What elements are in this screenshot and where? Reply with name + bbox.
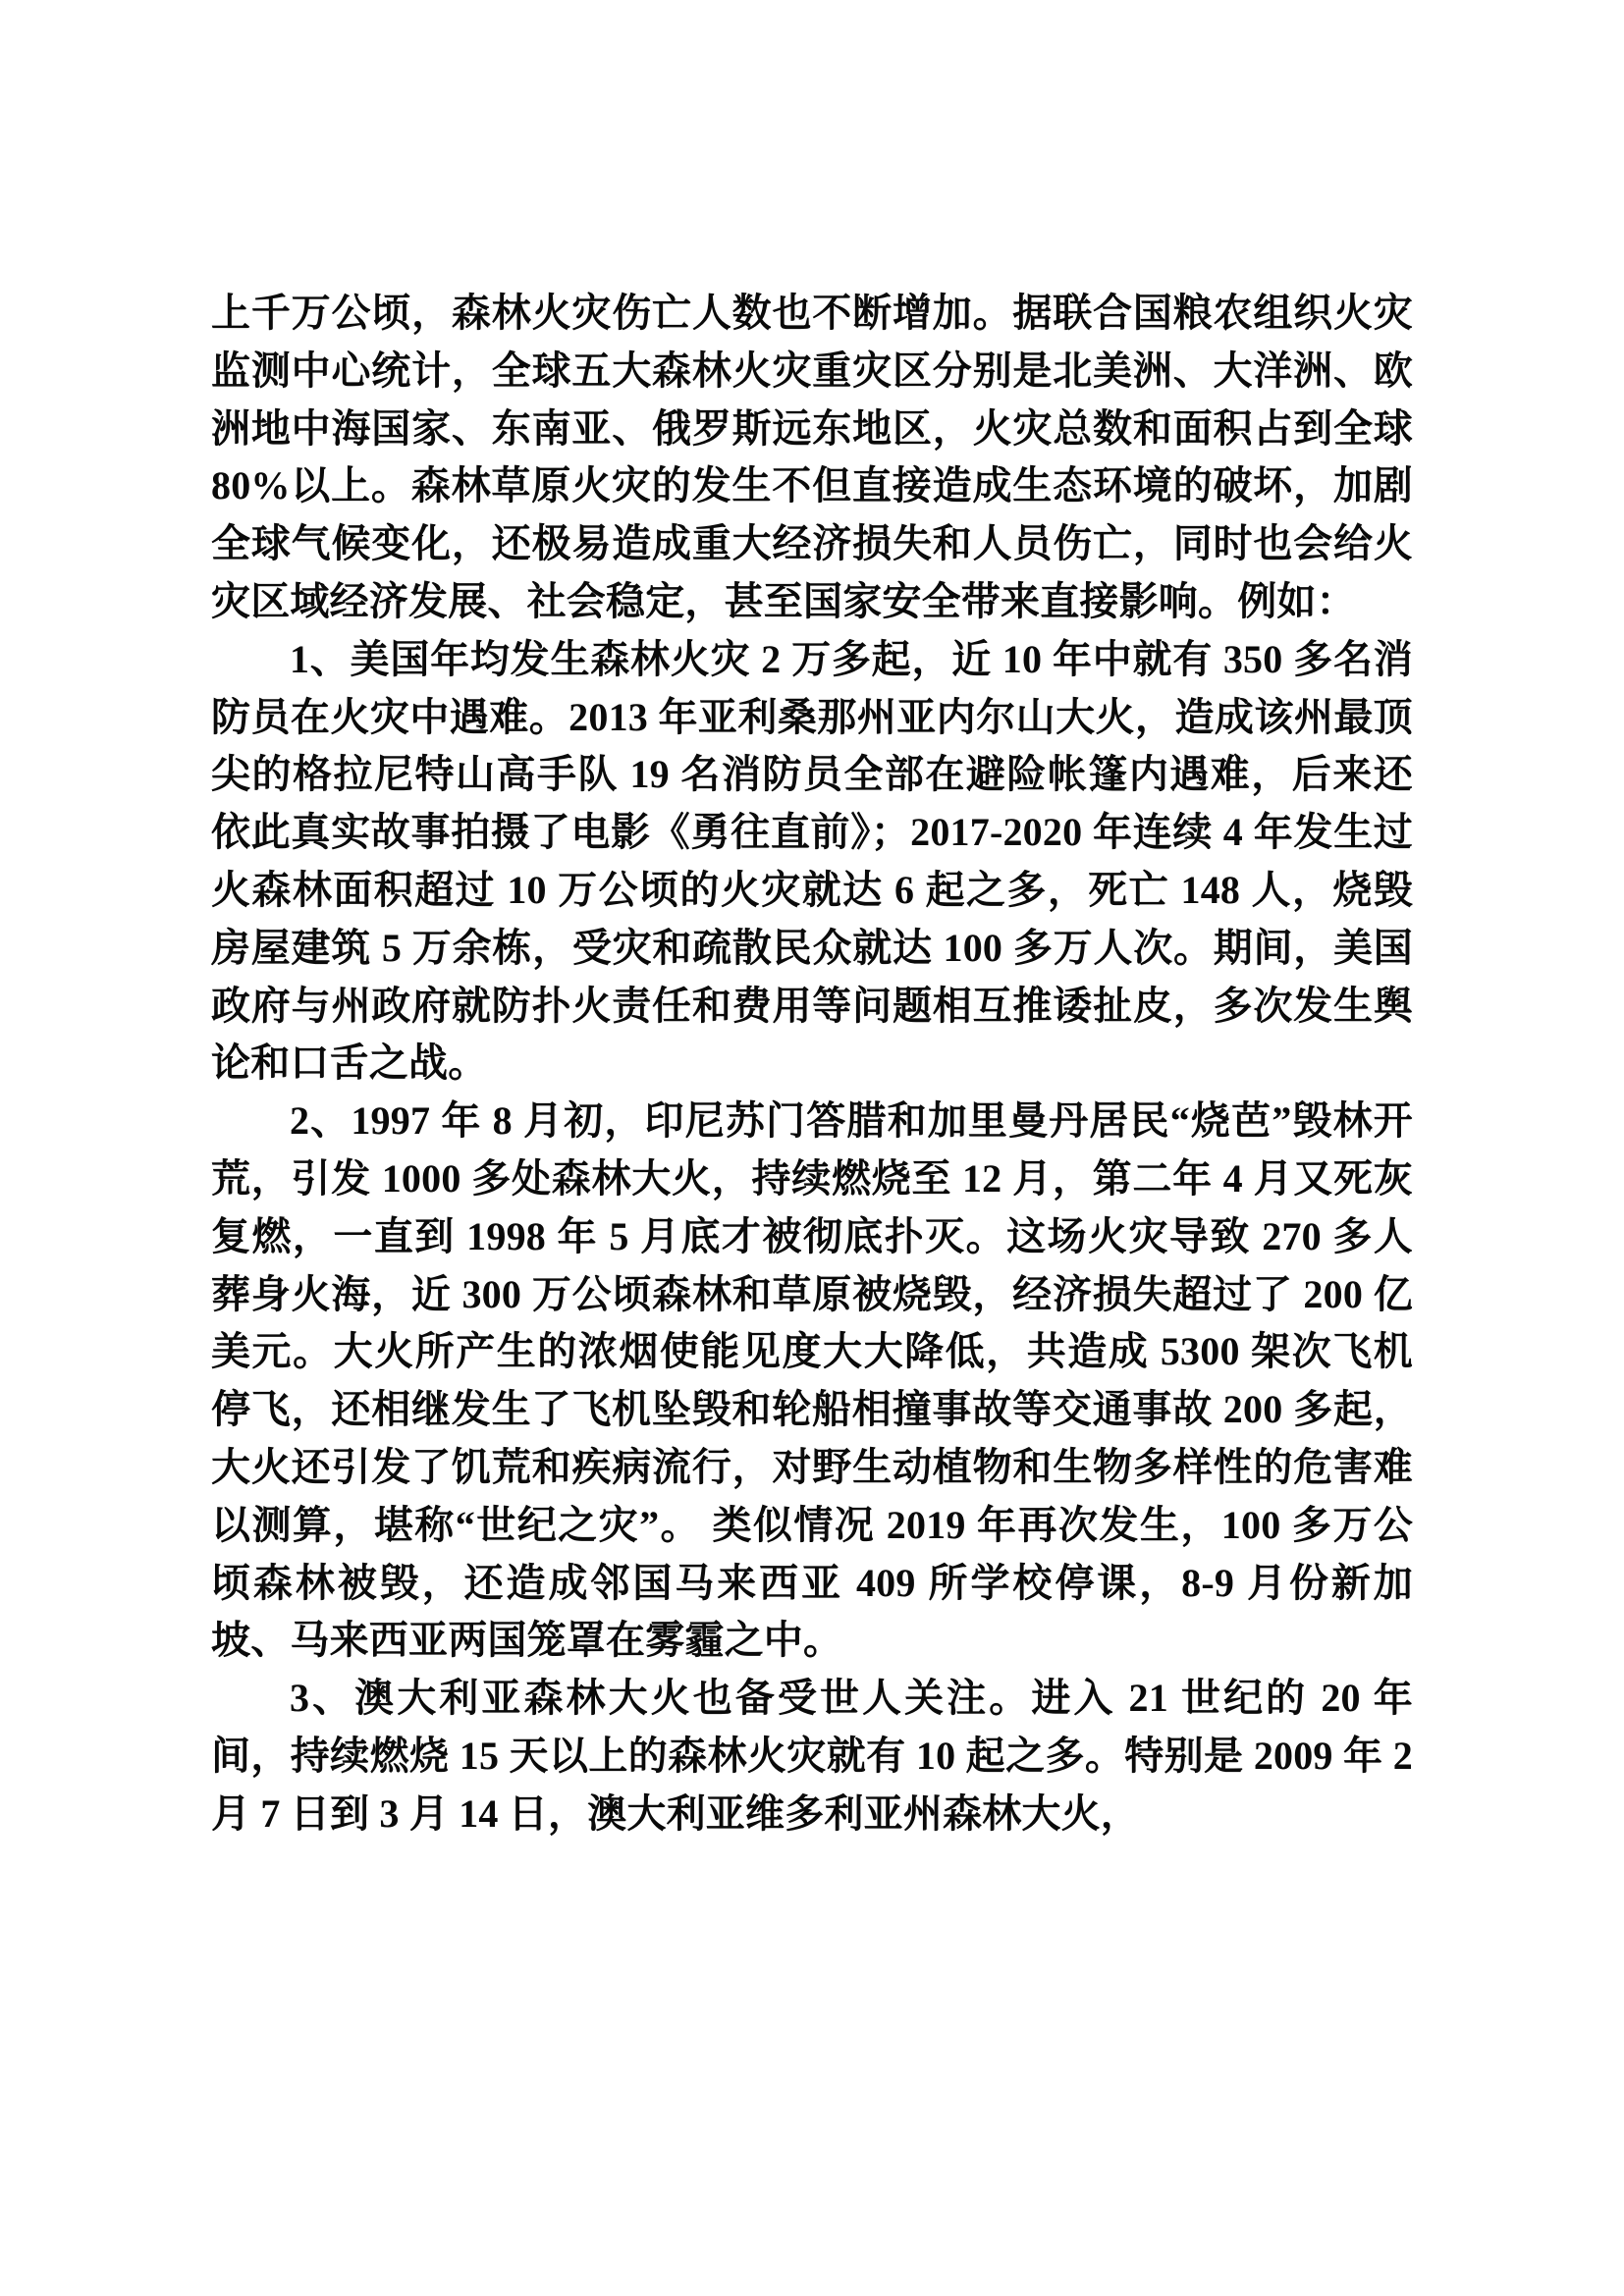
paragraph-item-3: 3、澳大利亚森林大火也备受世人关注。进入 21 世纪的 20 年间，持续燃烧 15 天以上的森林火灾就有 10 起之多。特别是 2009 年 2 月 7 日到 3 月 14 日，澳大利亚维多利亚州森林大火，	[211, 1676, 1413, 1836]
paragraph-item-2: 2、1997 年 8 月初，印尼苏门答腊和加里曼丹居民“烧芭”毁林开荒，引发 1000 多处森林大火，持续燃烧至 12 月，第二年 4 月又死灰复燃，一直到 1998 年 5 月底才被彻底扑灭。这场火灾导致 270 多人葬身火海，近 300 万公顷森林和草原被烧毁，经济损失超过了 200 亿美元。大火所产生的浓烟使能见度大大降低，共造成 5300 架次飞机停飞，还相继发生了飞机坠毁和轮船相撞事故等交通事故 200 多起，大火还引发了饥荒和疾病流行，对野生动植物和生物多样性的危害难以测算，堪称“世纪之灾”。 类似情况 2019 年再次发生，100 多万公顷森林被毁，还造成邻国马来西亚 409 所学校停课，8-9 月份新加坡、马来西亚两国笼罩在雾霾之中。	[211, 1098, 1413, 1663]
paragraph-intro: 上千万公顷，森林火灾伤亡人数也不断增加。据联合国粮农组织火灾监测中心统计，全球五大森林火灾重灾区分别是北美洲、大洋洲、欧洲地中海国家、东南亚、俄罗斯远东地区，火灾总数和面积占到全球 80%以上。森林草原火灾的发生不但直接造成生态环境的破坏，加剧全球气候变化，还极易造成重大经济损失和人员伤亡，同时也会给火灾区域经济发展、社会稳定，甚至国家安全带来直接影响。例如：	[211, 291, 1413, 623]
document-body	[211, 285, 1413, 1843]
paragraph-item-1: 1、美国年均发生森林火灾 2 万多起，近 10 年中就有 350 多名消防员在火灾中遇难。2013 年亚利桑那州亚内尔山大火，造成该州最顶尖的格拉尼特山高手队 19 名消防员全部在避险帐篷内遇难，后来还依此真实故事拍摄了电影《勇往直前》；2017-2020 年连续 4 年发生过火森林面积超过 10 万公顷的火灾就达 6 起之多，死亡 148 人，烧毁房屋建筑 5 万余栋，受灾和疏散民众就达 100 多万人次。期间，美国政府与州政府就防扑火责任和费用等问题相互推诿扯皮，多次发生舆论和口舌之战。	[211, 636, 1413, 1086]
